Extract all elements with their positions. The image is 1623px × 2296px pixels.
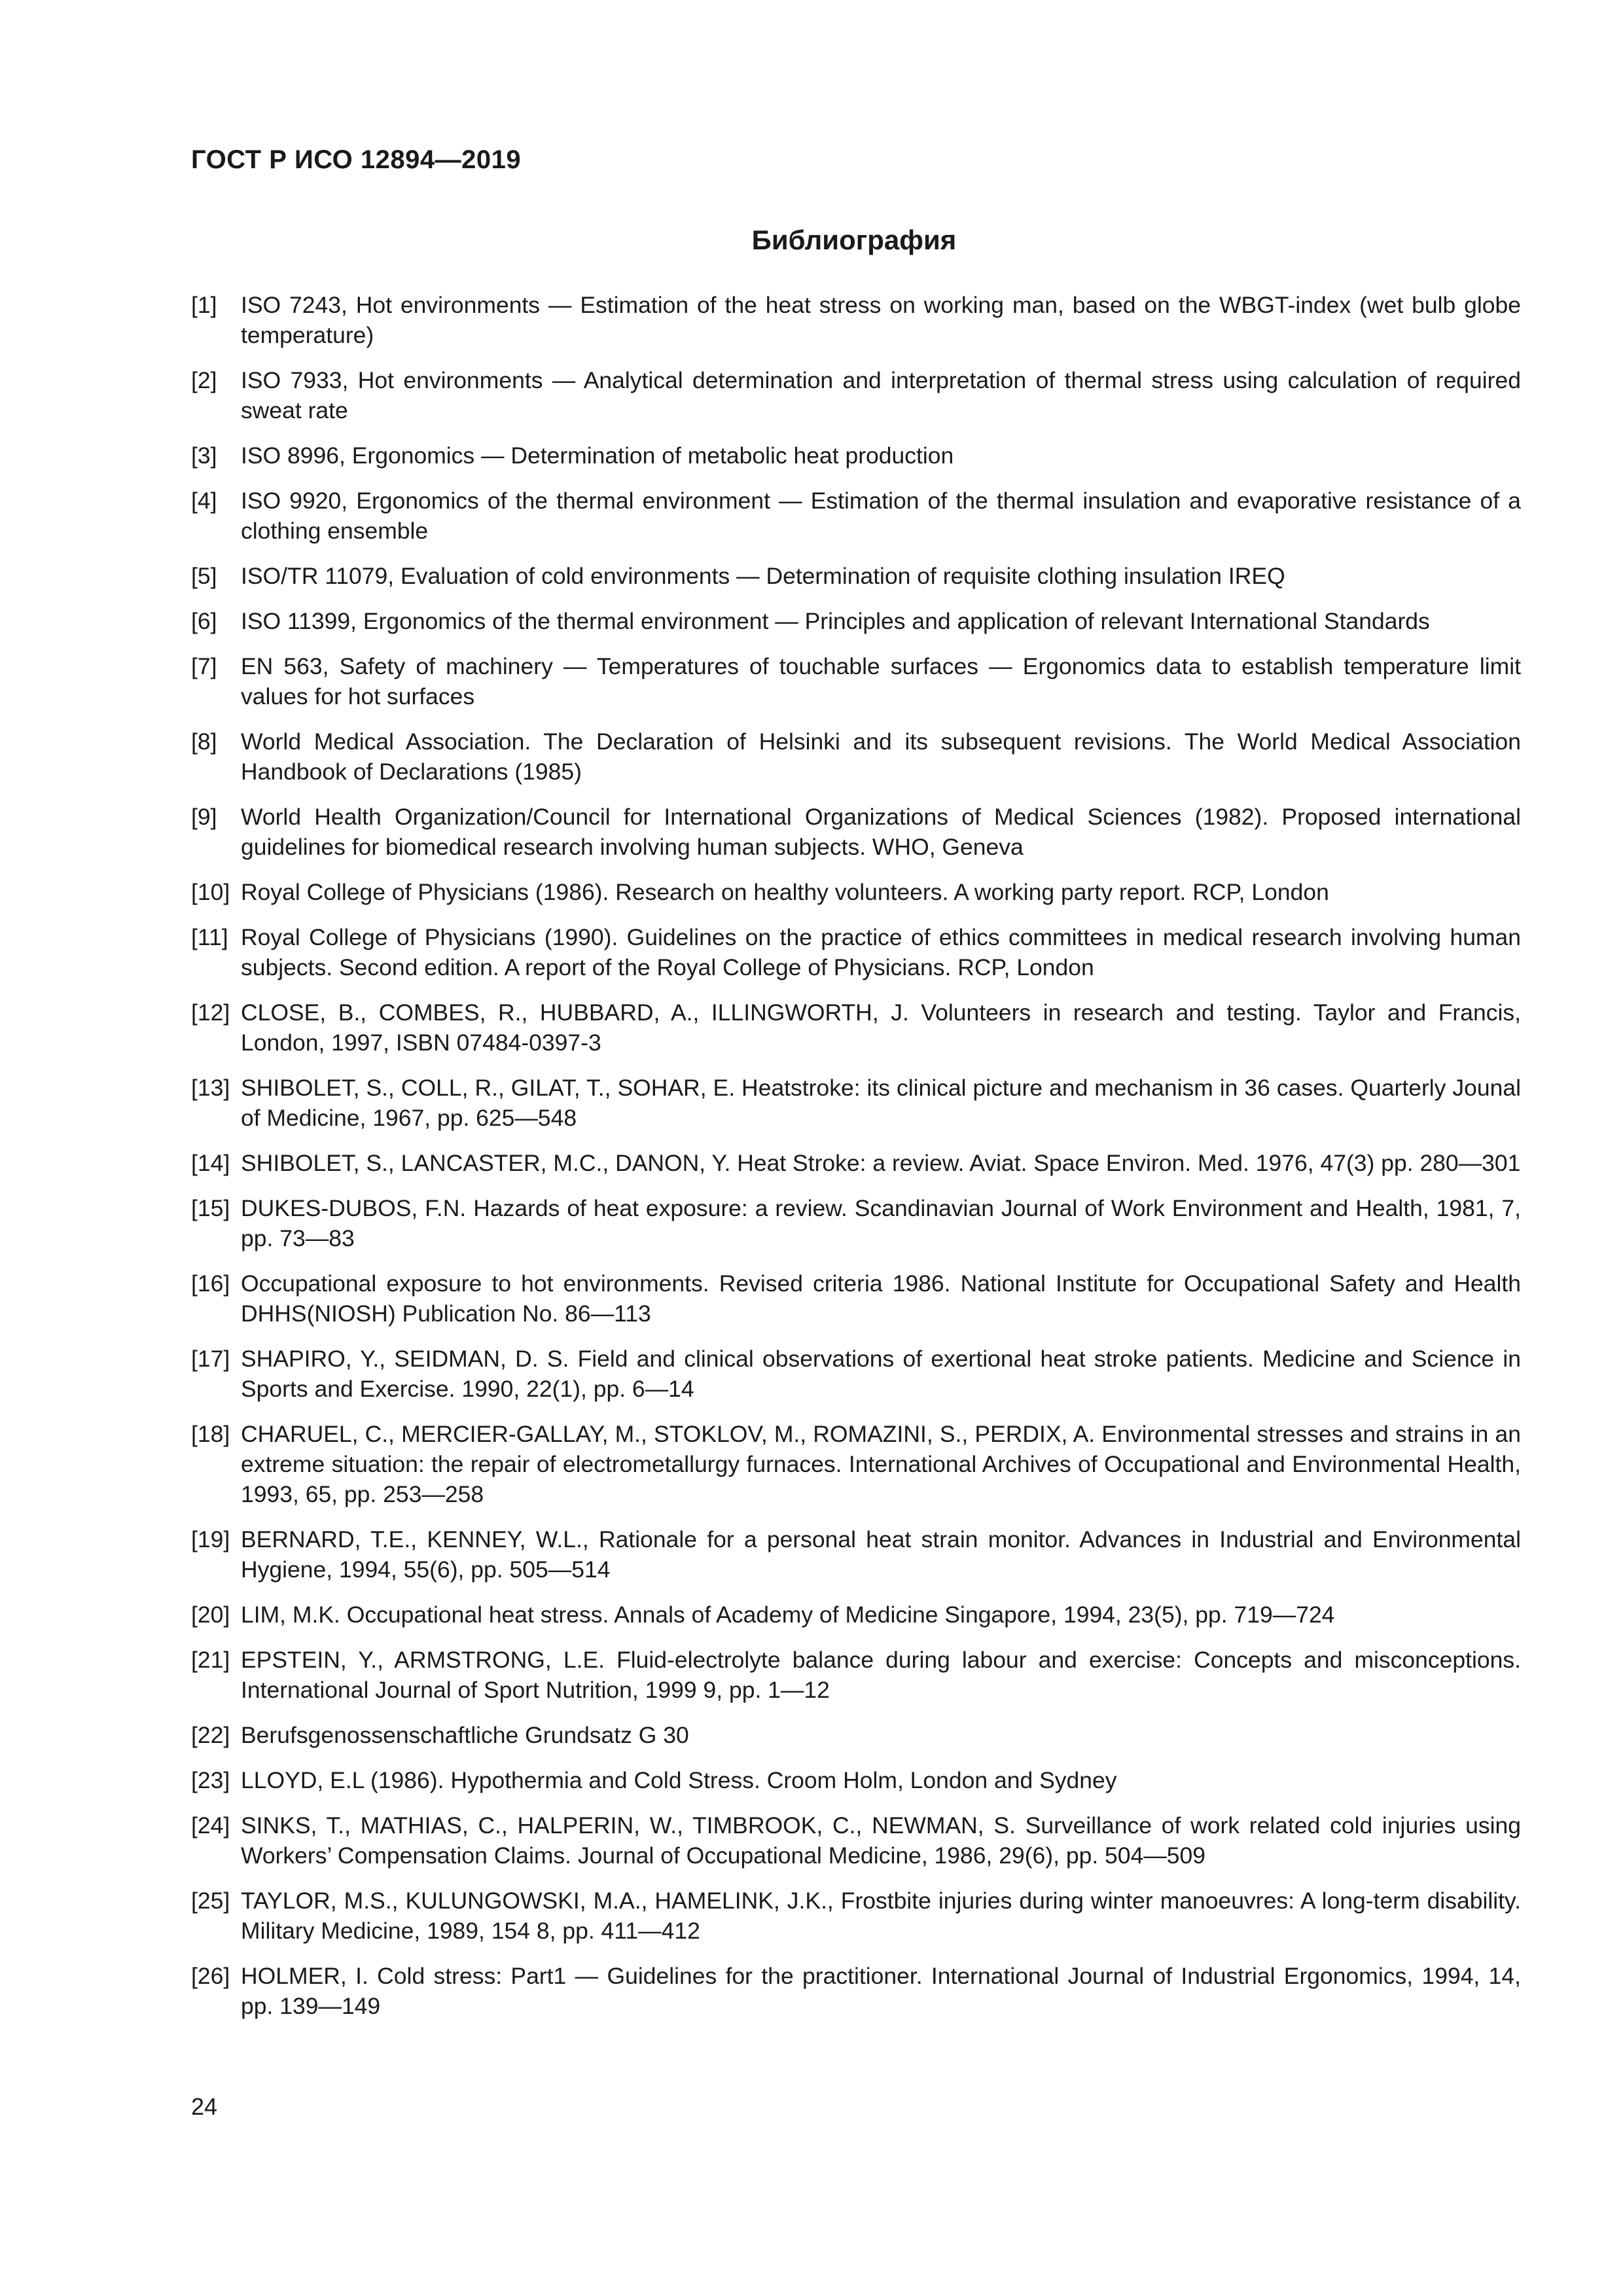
entry-number: [19] <box>191 1526 230 1552</box>
entry-number: [21] <box>191 1647 230 1673</box>
bibliography-entry <box>191 1886 1521 1946</box>
entry-citation: TAYLOR, M.S., KULUNGOWSKI, M.A., HAMELINK, J.K., Frostbite injuries during winter manoeuvres: A long-term disability. Military Medicine, 1989, 154 8, pp. 411—412 <box>241 1888 1521 1944</box>
entry-number: [24] <box>191 1812 230 1839</box>
entry-number: [9] <box>191 804 217 830</box>
entry-citation: Royal College of Physicians (1990). Guidelines on the practice of ethics committees in medical research involving human subjects. Second edition. A report of the Royal College of Physicians. RCP, London <box>241 924 1521 980</box>
bibliography-entry <box>191 1193 1521 1253</box>
bibliography-entry <box>191 802 1521 862</box>
bibliography-entry <box>191 1268 1521 1329</box>
entry-number: [22] <box>191 1722 230 1748</box>
entry-number: [15] <box>191 1195 230 1221</box>
entry-number: [16] <box>191 1270 230 1297</box>
bibliography-entry <box>191 1765 1521 1795</box>
bibliography-entry <box>191 1524 1521 1585</box>
entry-citation: World Health Organization/Council for International Organizations of Medical Sciences (1982). Proposed international guidelines for biomedical research involving human subjects. WHO, Geneva <box>241 804 1521 860</box>
entry-number: [10] <box>191 879 230 905</box>
entry-citation: SHIBOLET, S., LANCASTER, M.C., DANON, Y. Heat Stroke: a review. Aviat. Space Environ. Med. 1976, 47(3) pp. 280—301 <box>241 1150 1521 1176</box>
entry-number: [14] <box>191 1150 230 1176</box>
bibliography-entry <box>191 561 1521 591</box>
entry-citation: ISO 8996, Ergonomics — Determination of metabolic heat production <box>241 442 954 469</box>
entry-number: [6] <box>191 608 217 634</box>
entry-citation: SINKS, T., MATHIAS, C., HALPERIN, W., TIMBROOK, C., NEWMAN, S. Surveillance of work related cold injuries using Workers’ Compensation Claims. Journal of Occupational Medicine, 1986, 29(6), pp. 504—509 <box>241 1812 1521 1869</box>
entry-citation: ISO/TR 11079, Evaluation of cold environments — Determination of requisite clothing insulation IREQ <box>241 563 1285 589</box>
page-header-standard-id: ГОСТ Р ИСО 12894—2019 <box>191 145 522 174</box>
entry-citation: LIM, M.K. Occupational heat stress. Annals of Academy of Medicine Singapore, 1994, 23(5), pp. 719—724 <box>241 1602 1335 1628</box>
entry-number: [26] <box>191 1963 230 1989</box>
bibliography-entry <box>191 1419 1521 1509</box>
entry-number: [18] <box>191 1421 230 1447</box>
entry-number: [23] <box>191 1767 230 1793</box>
entry-citation: ISO 7933, Hot environments — Analytical determination and interpretation of thermal stress using calculation of required sweat rate <box>241 367 1521 423</box>
entry-number: [20] <box>191 1602 230 1628</box>
entry-number: [3] <box>191 442 217 469</box>
entry-citation: CLOSE, B., COMBES, R., HUBBARD, A., ILLINGWORTH, J. Volunteers in research and testing. Taylor and Francis, London, 1997, ISBN 07484-0397-3 <box>241 999 1521 1056</box>
bibliography-entry <box>191 1148 1521 1178</box>
bibliography-entry <box>191 1344 1521 1404</box>
entry-citation: ISO 7243, Hot environments — Estimation of the heat stress on working man, based on the WBGT-index (wet bulb globe temperature) <box>241 292 1521 348</box>
entry-number: [13] <box>191 1075 230 1101</box>
entry-citation: LLOYD, E.L (1986). Hypothermia and Cold Stress. Croom Holm, London and Sydney <box>241 1767 1117 1793</box>
entry-number: [1] <box>191 292 217 318</box>
entry-number: [2] <box>191 367 217 393</box>
bibliography-entry <box>191 606 1521 636</box>
entry-citation: CHARUEL, C., MERCIER-GALLAY, M., STOKLOV, M., ROMAZINI, S., PERDIX, A. Environmental stresses and strains in an extreme situation: the repair of electrometallurgy furnaces. International Archives of Occupational and Environmental Health, 1993, 65, pp. 253—258 <box>241 1421 1521 1507</box>
entry-number: [11] <box>191 924 228 950</box>
entry-number: [25] <box>191 1888 230 1914</box>
entry-citation: SHAPIRO, Y., SEIDMAN, D. S. Field and clinical observations of exertional heat stroke patients. Medicine and Science in Sports and Exercise. 1990, 22(1), pp. 6—14 <box>241 1346 1521 1402</box>
bibliography-title: Библиография <box>751 224 957 255</box>
entry-number: [17] <box>191 1346 230 1372</box>
entry-citation: Royal College of Physicians (1986). Research on healthy volunteers. A working party report. RCP, London <box>241 879 1329 905</box>
bibliography-entry <box>191 1645 1521 1705</box>
entry-citation: ISO 9920, Ergonomics of the thermal environment — Estimation of the thermal insulation and evaporative resistance of a clothing ensemble <box>241 488 1521 544</box>
bibliography-entry <box>191 922 1521 982</box>
bibliography-entry <box>191 1073 1521 1133</box>
bibliography-entry <box>191 1600 1521 1630</box>
bibliography-entry <box>191 1810 1521 1871</box>
entry-citation: BERNARD, T.E., KENNEY, W.L., Rationale for a personal heat strain monitor. Advances in Industrial and Environmental Hygiene, 1994, 55(6), pp. 505—514 <box>241 1526 1521 1583</box>
entry-number: [7] <box>191 653 217 679</box>
entry-citation: EN 563, Safety of machinery — Temperatures of touchable surfaces — Ergonomics data to establish temperature limit values for hot surfaces <box>241 653 1521 709</box>
entry-citation: EPSTEIN, Y., ARMSTRONG, L.E. Fluid-electrolyte balance during labour and exercise: Concepts and misconceptions. International Journal of Sport Nutrition, 1999 9, pp. 1—12 <box>241 1647 1521 1703</box>
bibliography-entry <box>191 726 1521 787</box>
entry-citation: ISO 11399, Ergonomics of the thermal environment — Principles and application of relevant International Standards <box>241 608 1430 634</box>
bibliography-entry <box>191 1720 1521 1750</box>
entry-citation: World Medical Association. The Declaration of Helsinki and its subsequent revisions. The World Medical Association Handbook of Declarations (1985) <box>241 728 1521 785</box>
bibliography-entry <box>191 877 1521 907</box>
bibliography-entry <box>191 440 1521 471</box>
entry-citation: SHIBOLET, S., COLL, R., GILAT, T., SOHAR, E. Heatstroke: its clinical picture and mechanism in 36 cases. Quarterly Jounal of Medicine, 1967, pp. 625—548 <box>241 1075 1521 1131</box>
entry-number: [12] <box>191 999 230 1026</box>
entry-citation: HOLMER, I. Cold stress: Part1 — Guidelines for the practitioner. International Journal of Industrial Ergonomics, 1994, 14, pp. 139—149 <box>241 1963 1521 2019</box>
bibliography-entry <box>191 1961 1521 2021</box>
bibliography-list <box>191 290 1521 2036</box>
entry-citation: DUKES-DUBOS, F.N. Hazards of heat exposure: a review. Scandinavian Journal of Work Environment and Health, 1981, 7, pp. 73—83 <box>241 1195 1521 1251</box>
bibliography-entry <box>191 486 1521 546</box>
entry-number: [4] <box>191 488 217 514</box>
bibliography-entry <box>191 651 1521 711</box>
entry-number: [5] <box>191 563 217 589</box>
entry-citation: Berufsgenossenschaftliche Grundsatz G 30 <box>241 1722 689 1748</box>
bibliography-entry <box>191 997 1521 1058</box>
bibliography-entry <box>191 365 1521 425</box>
entry-citation: Occupational exposure to hot environments. Revised criteria 1986. National Institute for Occupational Safety and Health DHHS(NIOSH) Publication No. 86—113 <box>241 1270 1521 1327</box>
page-number: 24 <box>191 2093 218 2120</box>
entry-number: [8] <box>191 728 217 755</box>
bibliography-entry <box>191 290 1521 350</box>
